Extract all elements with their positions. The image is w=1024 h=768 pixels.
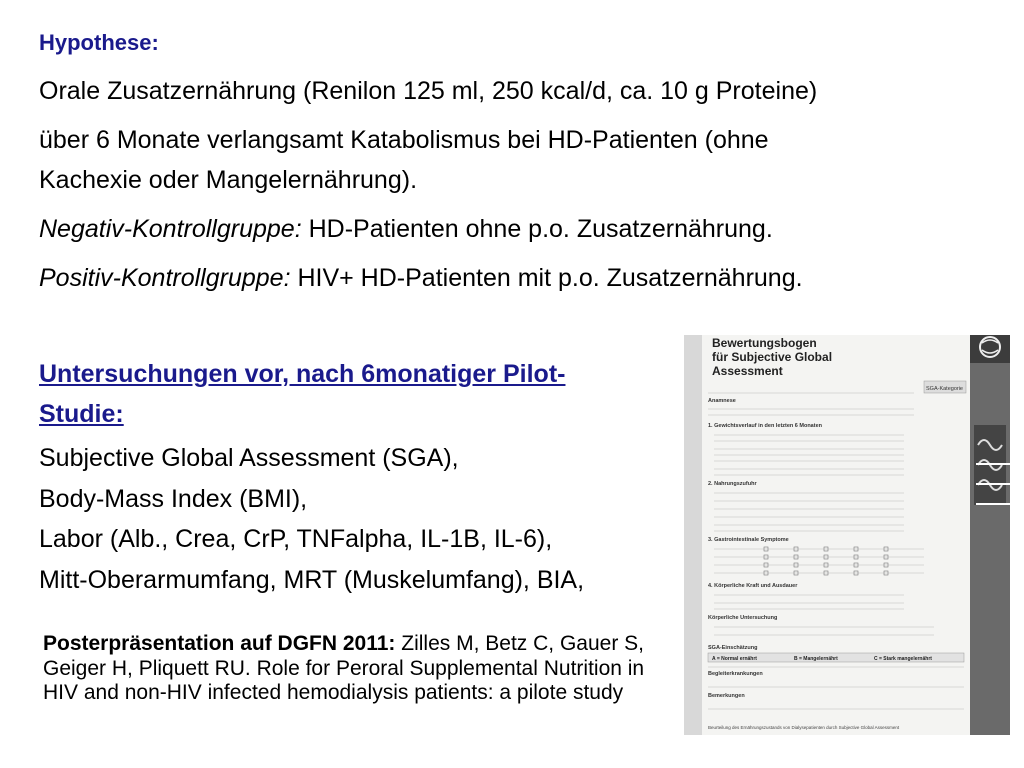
study-item: Body-Mass Index (BMI), <box>39 485 308 513</box>
form-title-line-3: Assessment <box>712 364 783 378</box>
form-rating-a: A = Normal ernährt <box>712 656 757 662</box>
form-section: 2. Nahrungszufuhr <box>708 481 757 487</box>
hypothesis-line-1: Orale Zusatzernährung (Renilon 125 ml, 250 kcal/d, ca. 10 g Proteine) <box>39 77 818 105</box>
negative-control-text: HD-Patienten ohne p.o. Zusatzernährung. <box>301 215 773 243</box>
positive-control-label: Positiv-Kontrollgruppe: <box>39 264 291 292</box>
positive-control-text: HIV+ HD-Patienten mit p.o. Zusatzernährung. <box>290 264 803 292</box>
positive-control-group <box>39 263 803 293</box>
form-section: Anamnese <box>708 398 736 404</box>
form-section: Begleiterkrankungen <box>708 671 763 677</box>
negative-control-label: Negativ-Kontrollgruppe: <box>39 215 302 243</box>
study-item: Subjective Global Assessment (SGA), <box>39 444 459 472</box>
form-section: Bemerkungen <box>708 693 745 699</box>
form-section: 1. Gewichtsverlauf in den letzten 6 Monaten <box>708 423 822 429</box>
hypothesis-heading: Hypothese: <box>39 30 159 55</box>
form-badge: SGA-Kategorie <box>926 386 963 392</box>
studies-heading-line-1: Untersuchungen vor, nach 6monatiger Pilot- <box>39 360 566 388</box>
sga-form-scan <box>684 335 1010 735</box>
form-title-line-2: für Subjective Global <box>712 350 833 364</box>
study-item: Labor (Alb., Crea, CrP, TNFalpha, IL-1B, IL-6), <box>39 525 553 553</box>
form-section: 3. Gastrointestinale Symptome <box>708 537 789 543</box>
form-section: 4. Körperliche Kraft und Ausdauer <box>708 583 798 589</box>
form-footer: Beurteilung des Ernährungszustands von Dialysepatienten durch Subjective Global Assessment <box>708 725 900 730</box>
form-title-line-1: Bewertungsbogen <box>712 336 817 350</box>
form-section: SGA-Einschätzung <box>708 645 758 651</box>
poster-reference <box>43 632 683 706</box>
studies-heading-line-2: Studie: <box>39 400 124 428</box>
form-rating-c: C = Stark mangelernährt <box>874 656 932 662</box>
poster-reference-label: Posterpräsentation auf DGFN 2011: <box>43 632 396 655</box>
form-section: Körperliche Untersuchung <box>708 615 778 621</box>
poster-reference-text: Zilles M, Betz C, Gauer S, Geiger H, Pliquett RU. Role for Peroral Supplemental Nutrition in HIV and non-HIV infected hemodialysis patients: a pilote study <box>43 632 645 704</box>
study-item: Mitt-Oberarmumfang, MRT (Muskelumfang), BIA, <box>39 566 585 594</box>
form-rating-b: B = Mangelernährt <box>794 656 838 662</box>
hypothesis-line-2: über 6 Monate verlangsamt Katabolismus bei HD-Patienten (ohne <box>39 126 769 154</box>
hypothesis-line-3: Kachexie oder Mangelernährung). <box>39 166 418 194</box>
negative-control-group <box>39 214 773 244</box>
